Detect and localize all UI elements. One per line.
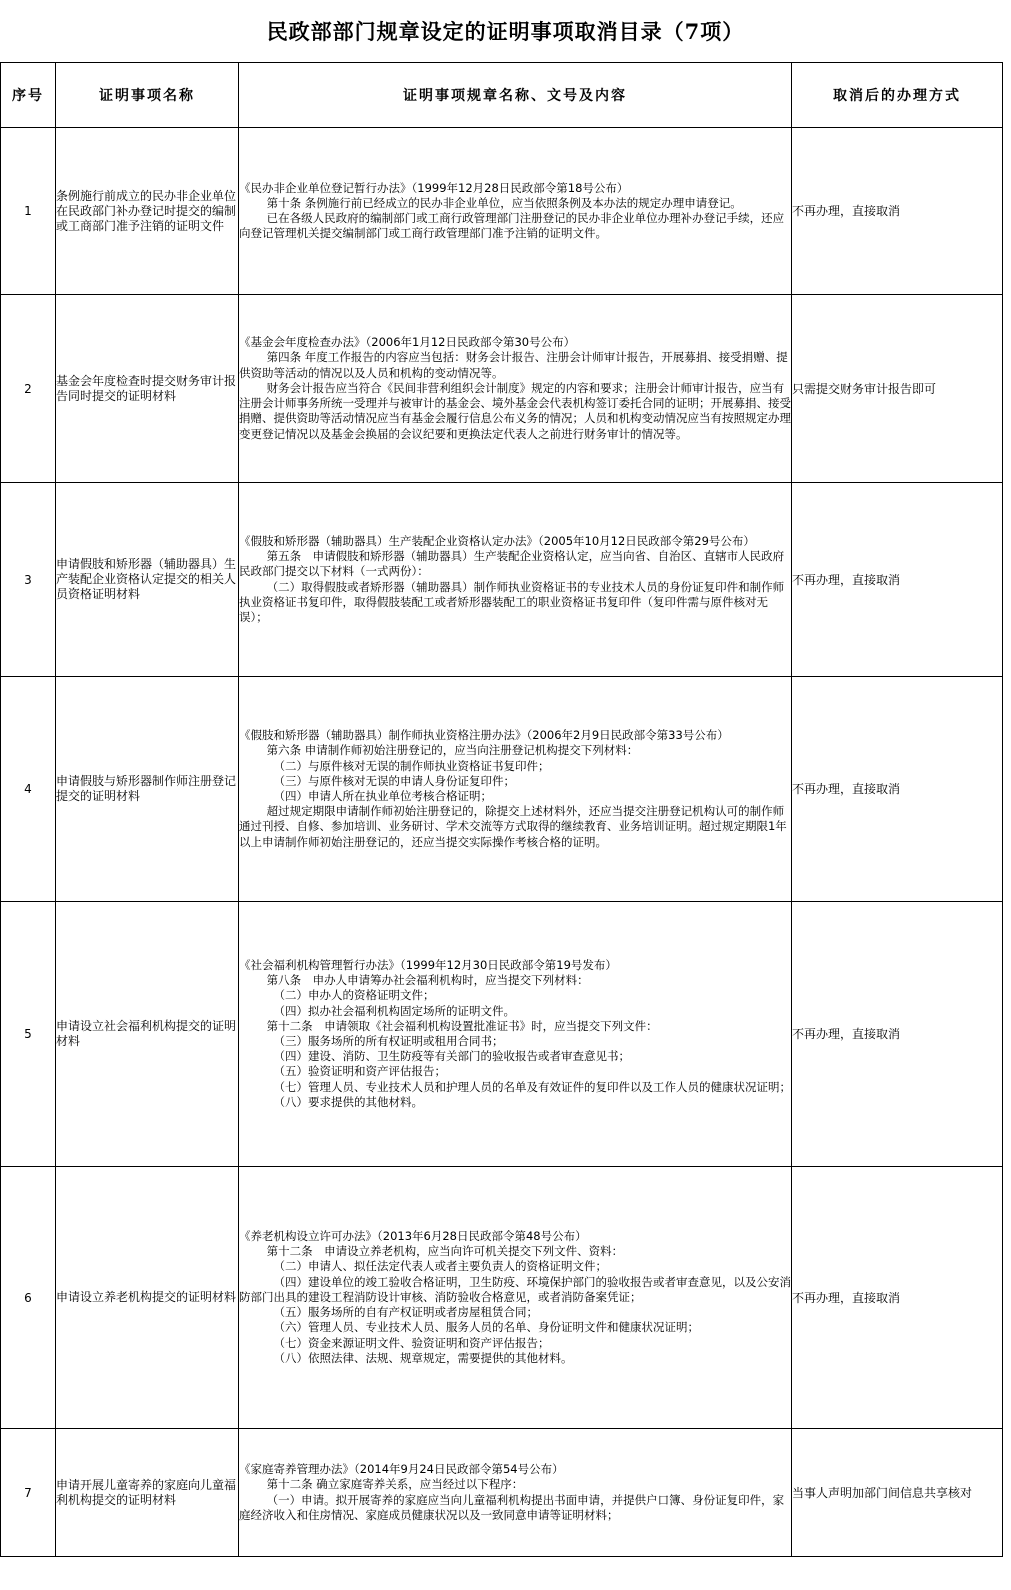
- row-seq: 6: [1, 1167, 56, 1429]
- table-row: [1, 295, 1003, 483]
- row-method: 不再办理，直接取消: [792, 483, 1003, 677]
- regulation-paragraph: 第十二条 确立家庭寄养关系，应当经过以下程序：: [266, 1477, 524, 1492]
- regulation-paragraph: 第十二条 申请设立养老机构，应当向许可机关提交下列文件、资料：: [266, 1244, 624, 1259]
- header-method: 取消后的办理方式: [792, 63, 1003, 128]
- page-title: 民政部部门规章设定的证明事项取消目录（7项）: [266, 19, 745, 44]
- row-seq: 5: [1, 902, 56, 1167]
- row-seq: 7: [1, 1429, 56, 1557]
- table-row: [1, 128, 1003, 295]
- regulation-paragraph: （五）验资证明和资产评估报告；: [273, 1064, 446, 1079]
- regulation-paragraph: 《家庭寄养管理办法》（2014年9月24日民政部令第54号公布）: [239, 1462, 564, 1477]
- certificate-table: [0, 62, 1003, 1557]
- regulation-paragraph: 超过规定期限申请制作师初始注册登记的，除提交上述材料外，还应当提交注册登记机构认可的制作师通过刊授、自修、参加培训、业务研讨、学术交流等方式取得的继续教育、业务培训证明。超过规定期限1年以上申请制作师初始注册登记的，还应当提交实际操作考核合格的证明。: [239, 804, 787, 849]
- regulation-paragraph: （六）管理人员、专业技术人员、服务人员的名单、身份证明文件和健康状况证明；: [273, 1320, 699, 1335]
- regulation-paragraph: 《养老机构设立许可办法》（2013年6月28日民政部令第48号公布）: [239, 1229, 587, 1244]
- table-row: [1, 1429, 1003, 1557]
- header-content: 证明事项规章名称、文号及内容: [239, 63, 792, 128]
- row-item-name: 基金会年度检查时提交财务审计报告同时提交的证明材料: [56, 295, 239, 483]
- regulation-paragraph: （二）申办人的资格证明文件；: [273, 988, 435, 1003]
- regulation-paragraph: 第五条 申请假肢和矫形器（辅助器具）生产装配企业资格认定，应当向省、自治区、直辖市人民政府民政部门提交以下材料（一式两份）：: [239, 549, 785, 579]
- row-regulation-content: [239, 128, 792, 295]
- regulation-paragraph: （二）与原件核对无误的制作师执业资格证书复印件；: [273, 758, 550, 773]
- row-method: 当事人声明加部门间信息共享核对: [792, 1429, 1003, 1557]
- row-method: 不再办理，直接取消: [792, 1167, 1003, 1429]
- row-item-name: 申请设立社会福利机构提交的证明材料: [56, 902, 239, 1167]
- table-row: [1, 1167, 1003, 1429]
- row-regulation-content: [239, 483, 792, 677]
- row-method: 不再办理，直接取消: [792, 128, 1003, 295]
- row-seq: 4: [1, 677, 56, 902]
- table-row: [1, 902, 1003, 1167]
- row-item-name: 申请开展儿童寄养的家庭向儿童福利机构提交的证明材料: [56, 1429, 239, 1557]
- regulation-paragraph: 《假肢和矫形器（辅助器具）生产装配企业资格认定办法》（2005年10月12日民政部令第29号公布）: [239, 533, 755, 548]
- regulation-paragraph: （五）服务场所的自有产权证明或者房屋租赁合同；: [273, 1305, 538, 1320]
- regulation-paragraph: （三）与原件核对无误的申请人身份证复印件；: [273, 773, 515, 788]
- row-item-name: 申请设立养老机构提交的证明材料: [56, 1167, 239, 1429]
- row-method: 不再办理，直接取消: [792, 902, 1003, 1167]
- regulation-paragraph: 第十条 条例施行前已经成立的民办非企业单位，应当依照条例及本办法的规定办理申请登记。: [266, 195, 742, 210]
- row-method: 只需提交财务审计报告即可: [792, 295, 1003, 483]
- row-regulation-content: [239, 1429, 792, 1557]
- regulation-paragraph: 《基金会年度检查办法》（2006年1月12日民政部令第30号公布）: [239, 335, 576, 350]
- regulation-paragraph: （二）取得假肢或者矫形器（辅助器具）制作师执业资格证书的专业技术人员的身份证复印件和制作师执业资格证书复印件，取得假肢装配工或者矫形器装配工的职业资格证书复印件（复印件需与原件核对无误）；: [239, 579, 785, 624]
- row-method: 不再办理，直接取消: [792, 677, 1003, 902]
- regulation-paragraph: （七）管理人员、专业技术人员和护理人员的名单及有效证件的复印件以及工作人员的健康状况证明；: [273, 1079, 791, 1094]
- regulation-paragraph: 财务会计报告应当符合《民间非营利组织会计制度》规定的内容和要求；注册会计师审计报告，应当有注册会计师事务所统一受理并与被审计的基金会、境外基金会代表机构签订委托合同的证明；开展募捐、接受捐赠、提供资助等活动情况应当有基金会履行信息公布义务的情况；人员和机构变动情况应当有按照规定办理变更登记情况以及基金会换届的会议纪要和更换法定代表人之前进行财务审计的情况等。: [239, 380, 791, 441]
- row-seq: 3: [1, 483, 56, 677]
- regulation-paragraph: （四）拟办社会福利机构固定场所的证明文件。: [273, 1003, 515, 1018]
- row-regulation-content: [239, 295, 792, 483]
- row-seq: 1: [1, 128, 56, 295]
- row-item-name: 条例施行前成立的民办非企业单位在民政部门补办登记时提交的编制或工商部门准予注销的证明文件: [56, 128, 239, 295]
- regulation-paragraph: （七）资金来源证明文件、验资证明和资产评估报告；: [273, 1335, 550, 1350]
- regulation-paragraph: （四）建设、消防、卫生防疫等有关部门的验收报告或者审查意见书；: [273, 1049, 630, 1064]
- regulation-paragraph: （三）服务场所的所有权证明或租用合同书；: [273, 1034, 504, 1048]
- regulation-paragraph: （四）建设单位的竣工验收合格证明，卫生防疫、环境保护部门的验收报告或者审查意见，以及公安消防部门出具的建设工程消防设计审核、消防验收合格意见，或者消防备案凭证；: [239, 1274, 791, 1304]
- regulation-paragraph: （一）申请。拟开展寄养的家庭应当向儿童福利机构提出书面申请，并提供户口簿、身份证复印件，家庭经济收入和住房情况、家庭成员健康状况以及一致同意申请等证明材料；: [239, 1492, 785, 1522]
- regulation-paragraph: 《假肢和矫形器（辅助器具）制作师执业资格注册办法》（2006年2月9日民政部令第33号公布）: [239, 728, 729, 743]
- regulation-paragraph: 已在各级人民政府的编制部门或工商行政管理部门注册登记的民办非企业单位办理补办登记手续，还应向登记管理机关提交编制部门或工商行政管理部门准予注销的证明文件。: [239, 211, 785, 241]
- table-row: [1, 483, 1003, 677]
- row-item-name: 申请假肢和矫形器（辅助器具）生产装配企业资格认定提交的相关人员资格证明材料: [56, 483, 239, 677]
- row-seq: 2: [1, 295, 56, 483]
- regulation-paragraph: 《民办非企业单位登记暂行办法》（1999年12月28日民政部令第18号公布）: [239, 180, 629, 195]
- header-name: 证明事项名称: [56, 63, 239, 128]
- regulation-paragraph: 第六条 申请制作师初始注册登记的，应当向注册登记机构提交下列材料：: [266, 743, 639, 758]
- regulation-paragraph: 第四条 年度工作报告的内容应当包括：财务会计报告、注册会计师审计报告，开展募捐、接受捐赠、提供资助等活动的情况以及人员和机构的变动情况等。: [239, 350, 788, 380]
- table-row: [1, 677, 1003, 902]
- regulation-paragraph: （八）依照法律、法规、规章规定，需要提供的其他材料。: [273, 1350, 573, 1365]
- header-seq: 序号: [1, 63, 56, 128]
- regulation-paragraph: （二）申请人、拟任法定代表人或者主要负责人的资格证明文件；: [273, 1259, 607, 1274]
- regulation-paragraph: （八）要求提供的其他材料。: [273, 1094, 423, 1109]
- regulation-paragraph: 第十二条 申请领取《社会福利机构设置批准证书》时，应当提交下列文件：: [266, 1018, 658, 1033]
- header-row: [1, 63, 1003, 128]
- regulation-paragraph: 第八条 申办人申请筹办社会福利机构时，应当提交下列材料：: [266, 973, 589, 988]
- row-regulation-content: [239, 677, 792, 902]
- row-regulation-content: [239, 1167, 792, 1429]
- row-item-name: 申请假肢与矫形器制作师注册登记提交的证明材料: [56, 677, 239, 902]
- regulation-paragraph: 《社会福利机构管理暂行办法》（1999年12月30日民政部令第19号发布）: [239, 957, 617, 972]
- row-regulation-content: [239, 902, 792, 1167]
- regulation-paragraph: （四）申请人所在执业单位考核合格证明；: [273, 789, 492, 803]
